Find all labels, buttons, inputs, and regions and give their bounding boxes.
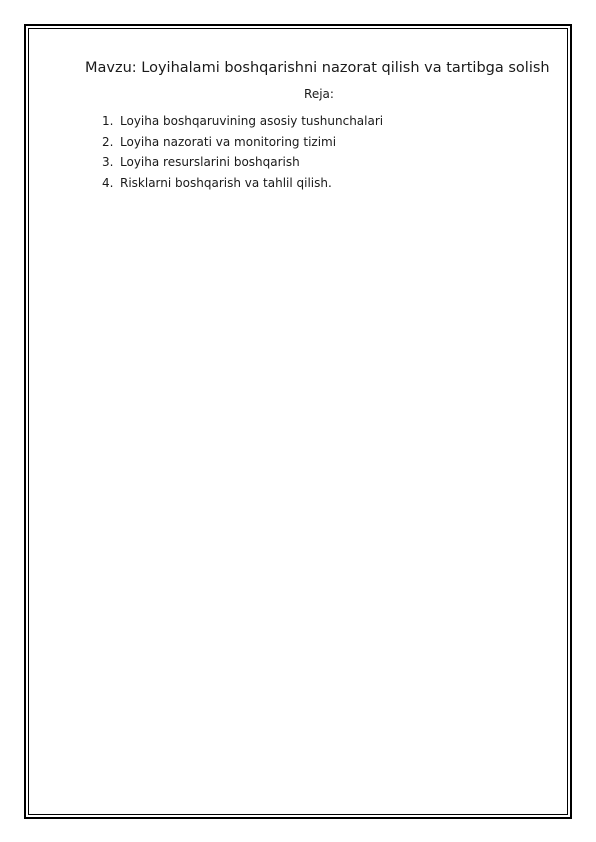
- plan-item-2: [102, 132, 553, 153]
- plan-item-text: Loyiha nazorati va monitoring tizimi: [120, 134, 337, 149]
- plan-item-text: Loyiha boshqaruvining asosiy tushunchalari: [120, 114, 384, 128]
- document-body: [85, 57, 553, 193]
- plan-item-1: [102, 111, 553, 132]
- plan-list: [85, 111, 553, 193]
- plan-item-4: [102, 173, 553, 194]
- plan-heading: Reja:: [304, 87, 334, 101]
- topic-title: Mavzu: Loyihalami boshqarishni nazorat qilish va tartibga solish: [85, 60, 550, 76]
- plan-item-number: 4.: [102, 175, 114, 190]
- plan-item-number: 2.: [102, 134, 114, 149]
- plan-item-text: Loyiha resurslarini boshqarish: [120, 155, 300, 169]
- plan-item-number: 3.: [102, 155, 114, 169]
- plan-item-number: 1.: [102, 114, 114, 128]
- plan-item-3: [102, 152, 553, 173]
- plan-item-text: Risklarni boshqarish va tahlil qilish.: [120, 175, 332, 190]
